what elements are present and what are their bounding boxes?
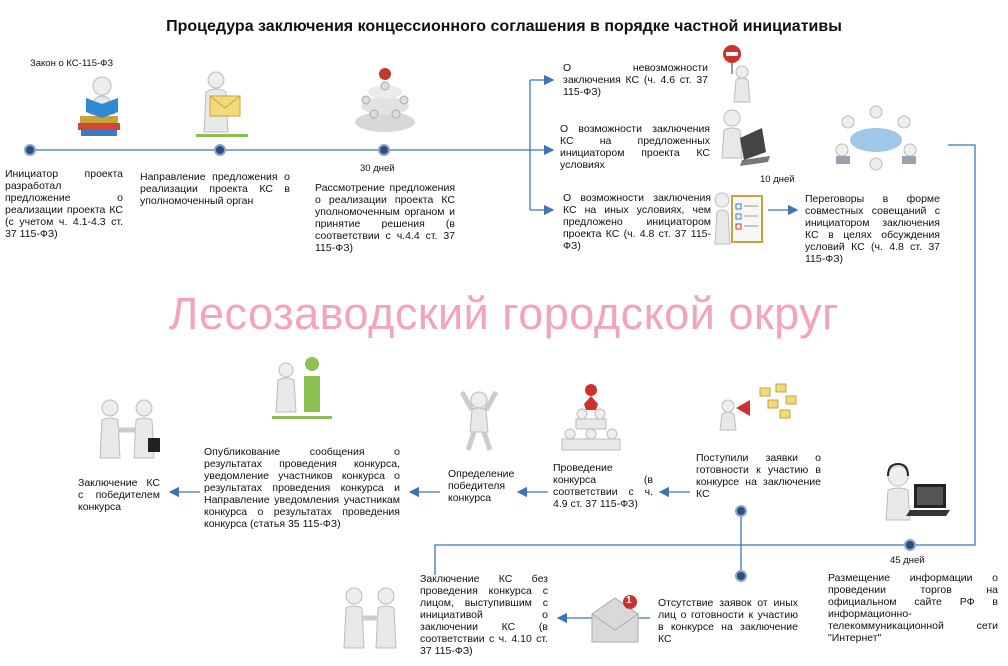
step-possible-other: О возможности заключения КС на иных условиях, чем предложено инициатором проекта КС (ч. 4.8 ст. 37 115-ФЗ) — [563, 192, 711, 252]
meeting-icon — [828, 96, 924, 174]
step-contract-no-contest: Заключение КС без проведения конкурса с лицом, выступившим с инициативой о заключении КС (в соответствии с ч. 4.10 ст. 37 115-ФЗ) — [420, 573, 548, 657]
step-no-applications: Отсутствие заявок от иных лиц о готовности к участию в конкурсе на заключение КС — [658, 597, 798, 645]
winner-icon — [456, 388, 502, 452]
step-publication: Размещение информации о проведении торгов на официальном сайте РФ в информационно-телекоммуникационной сети "Интернет" — [828, 572, 998, 644]
person-laptop-icon — [712, 108, 772, 168]
step-contract-winner: Заключение КС с победителем конкурса — [78, 477, 160, 513]
step-negotiations: Переговоры в форме совместных совещаний с инициатором заключения КС в целях обсуждения условий КС (ч. 4.8 ст. 37 115-ФЗ) — [805, 193, 940, 265]
duration-30: 30 дней — [360, 163, 395, 174]
timeline-node — [735, 570, 747, 582]
timeline-node — [214, 144, 226, 156]
timeline-node — [378, 144, 390, 156]
duration-10: 10 дней — [760, 174, 795, 185]
operator-headset-icon — [880, 462, 954, 526]
duration-45: 45 дней — [890, 555, 925, 566]
timeline-node — [904, 539, 916, 551]
watermark: Лесозаводский городской округ — [168, 288, 840, 339]
round-table-icon — [352, 60, 418, 140]
mail-notification-icon — [588, 592, 642, 646]
step-impossible: О невозможности заключения КС (ч. 4.6 ст. 37 115-ФЗ) — [563, 62, 708, 98]
timeline-node — [24, 144, 36, 156]
checklist-icon — [712, 188, 768, 248]
pyramid-icon — [556, 382, 626, 452]
page-title: Процедура заключения концессионного соглашения в порядке частной инициативы — [166, 18, 842, 35]
step-results: Опубликование сообщения о результатах проведения конкурса, уведомление участников конкурса о результатах проведения конкурса и Направление уведомления участникам конкурса о результатах проведения конкурса (статья 35 115-ФЗ) — [204, 446, 400, 530]
step-initiator: Инициатор проекта разработал предложение о реализации проекта КС (с учетом ч. 4.1-4.3 ст. 37 115-ФЗ) — [5, 168, 123, 240]
step-send-proposal: Направление предложения о реализации проекта КС в уполномоченный орган — [140, 171, 290, 207]
handshake-icon — [340, 584, 404, 654]
law-label: Закон о КС-115-ФЗ — [30, 58, 114, 69]
step-review: Рассмотрение предложения о реализации проекта КС уполномоченным органом и принятие решения (в соответствии с ч.4.4 ст. 37 115-ФЗ) — [315, 182, 455, 254]
handshake-icon — [92, 396, 164, 468]
step-winner: Определение победителя конкурса — [448, 468, 515, 504]
info-icon — [268, 352, 338, 422]
person-envelope-icon — [194, 70, 250, 138]
step-contest: Проведение конкурса (в соответствии с ч. 4.9 ст. 37 115-ФЗ) — [553, 462, 653, 510]
step-possible-proposed: О возможности заключения КС на предложенных инициатором проекта КС условиях — [560, 123, 710, 171]
reader-books-icon — [72, 72, 132, 138]
megaphone-icon — [716, 382, 800, 432]
timeline-node — [735, 505, 747, 517]
stop-sign-icon — [718, 44, 758, 104]
mail-badge-count: 1 — [626, 595, 632, 606]
step-applications-received: Поступили заявки о готовности к участию в конкурсе на заключение КС — [696, 452, 821, 500]
